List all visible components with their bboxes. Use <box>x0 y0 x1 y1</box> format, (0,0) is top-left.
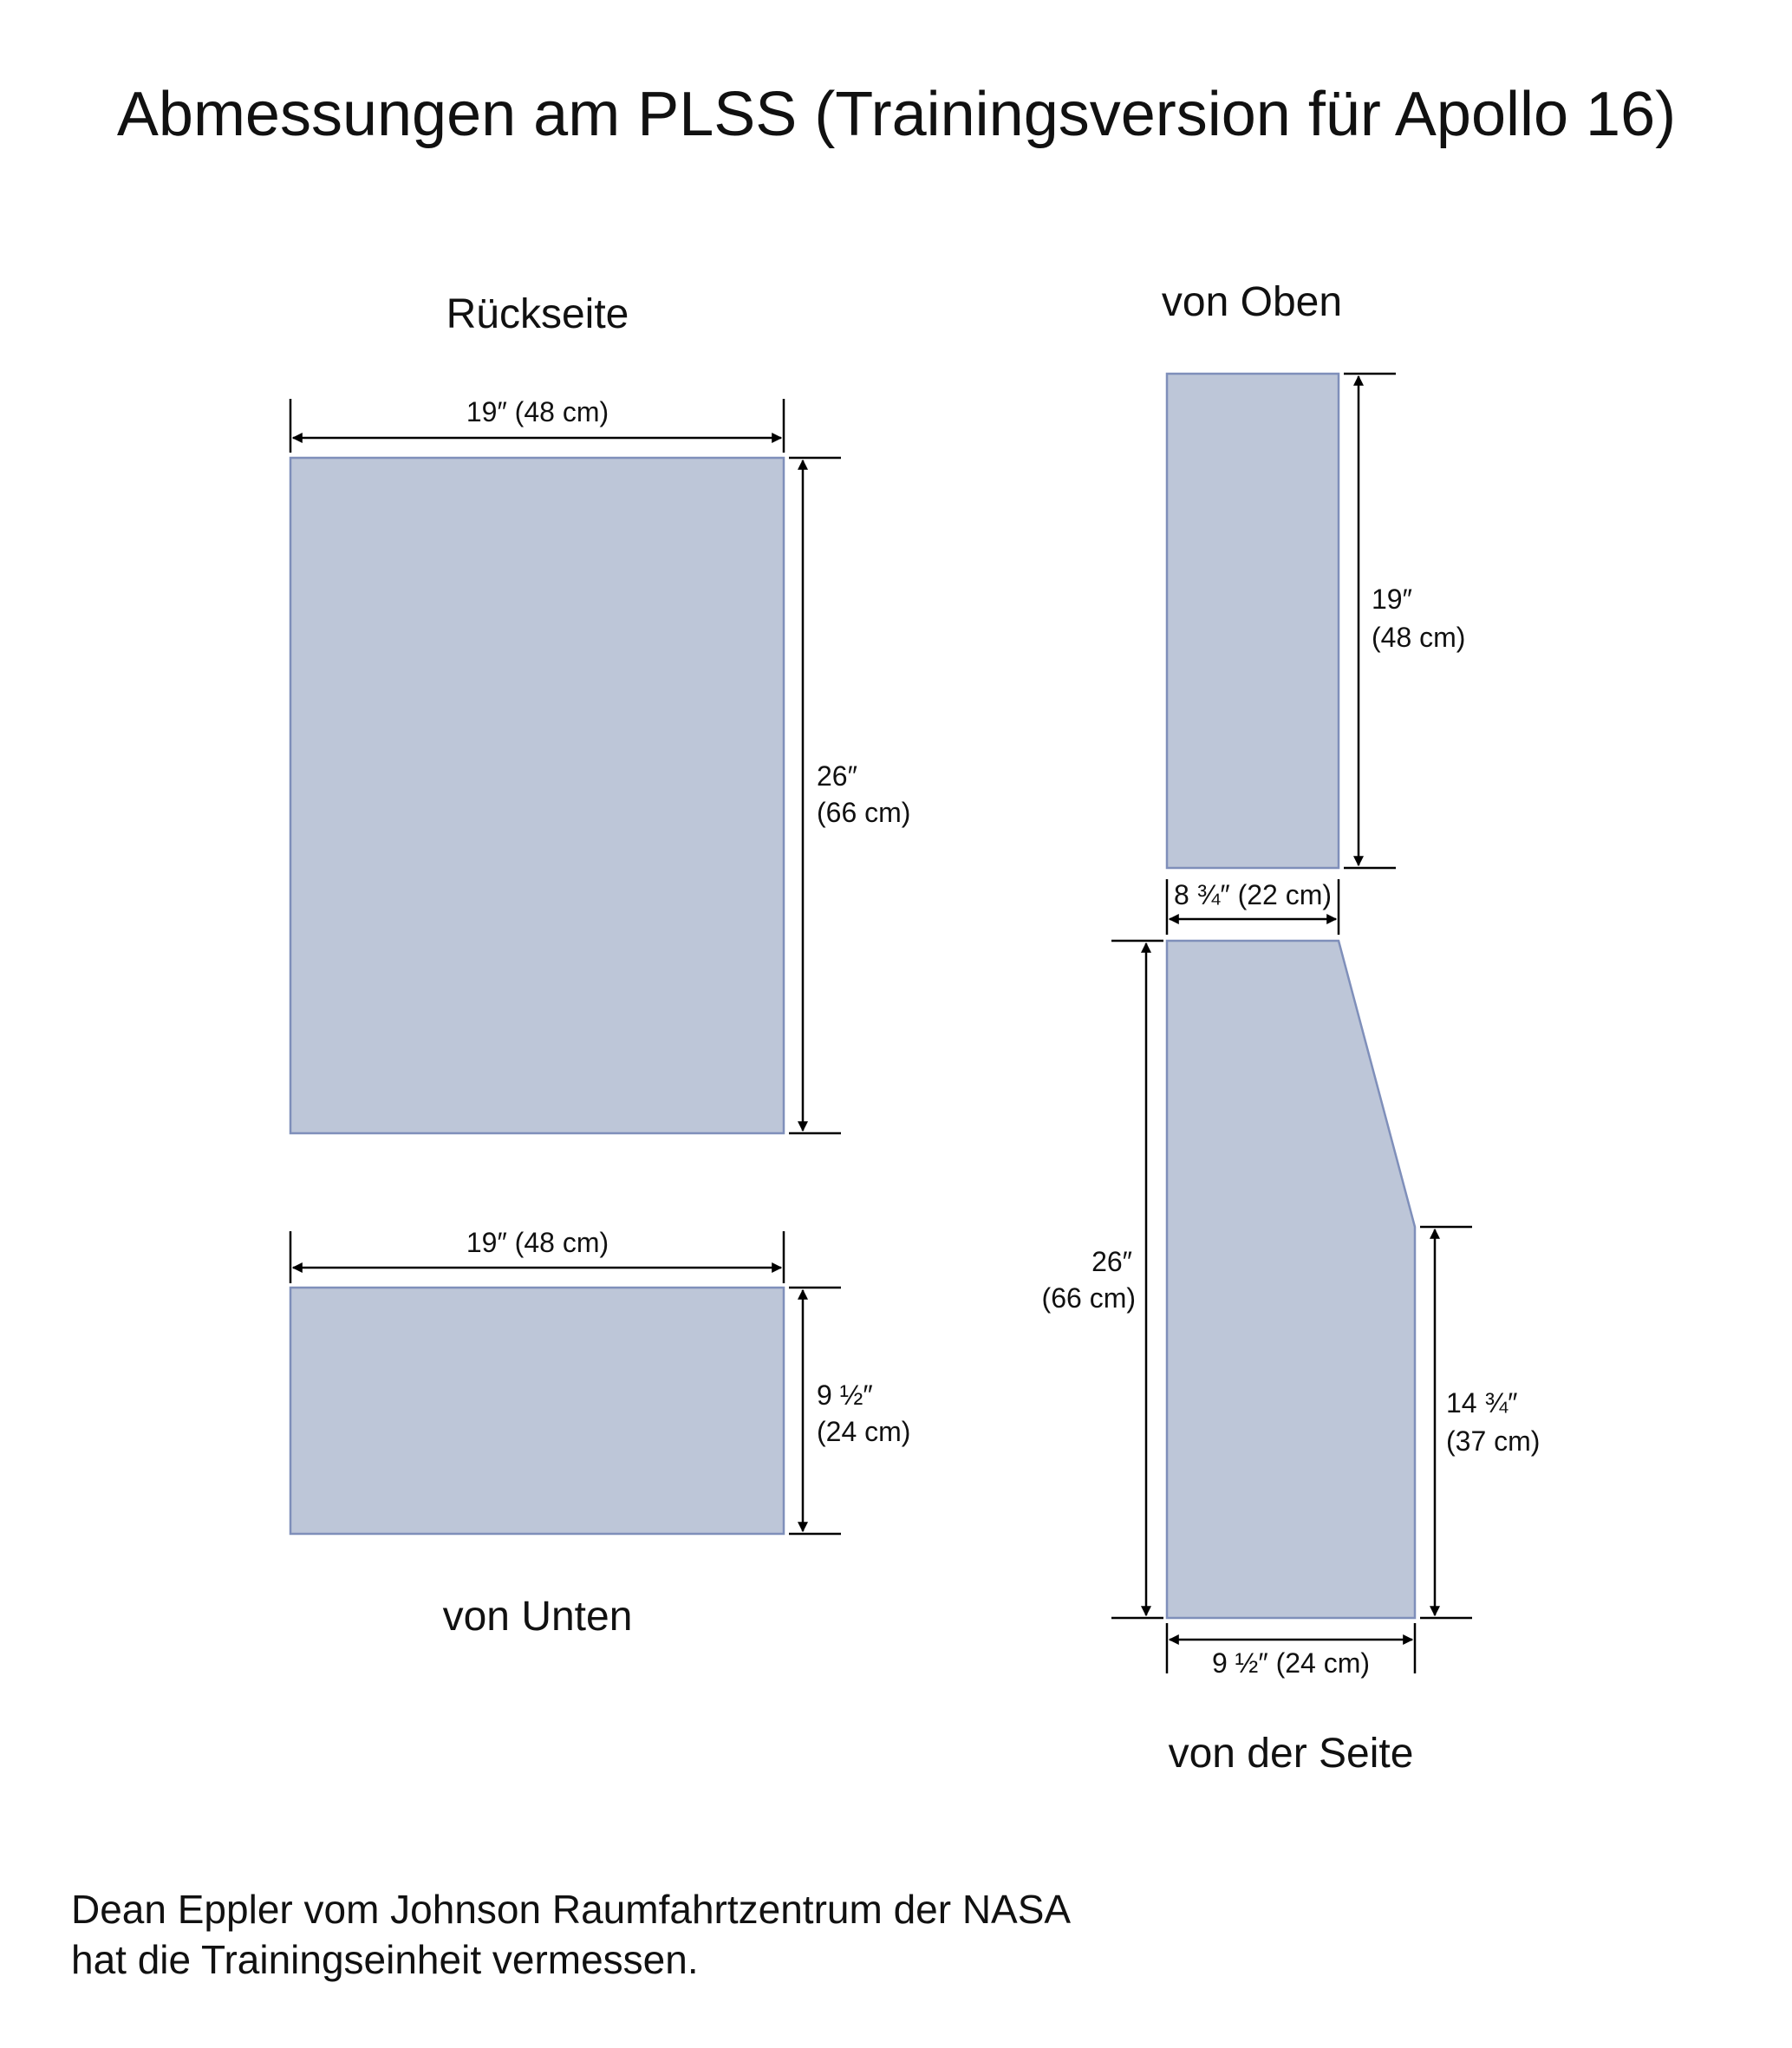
side-view-label: von der Seite <box>1168 1731 1414 1777</box>
top-height-label-cm: (48 cm) <box>1372 622 1466 653</box>
bottom-panel-shape <box>290 1288 784 1534</box>
bottom-height-label-inches: 9 ½″ <box>817 1379 873 1411</box>
side-right-label-cm: (37 cm) <box>1446 1425 1541 1457</box>
bottom-width-label: 19″ (48 cm) <box>466 1227 609 1258</box>
back-height-label-inches: 26″ <box>817 760 857 792</box>
credit-line-1: Dean Eppler vom Johnson Raumfahrtzentrum der NASA <box>71 1887 1072 1932</box>
top-height-label-inches: 19″ <box>1372 584 1412 615</box>
bottom-height-label-cm: (24 cm) <box>817 1416 911 1447</box>
top-view-label: von Oben <box>1161 279 1343 325</box>
bottom-view-label: von Unten <box>442 1594 633 1640</box>
credit-line-2: hat die Trainingseinheit vermessen. <box>71 1937 699 1982</box>
side-height-label-cm: (66 cm) <box>1041 1282 1136 1314</box>
back-view-label: Rückseite <box>446 291 629 337</box>
back-width-label: 19″ (48 cm) <box>466 396 609 427</box>
side-panel-shape <box>1167 941 1415 1618</box>
top-view <box>1162 279 1466 935</box>
top-panel-shape <box>1167 374 1339 868</box>
side-width-label: 9 ½″ (24 cm) <box>1211 1647 1371 1679</box>
side-view <box>1042 941 1541 1777</box>
bottom-view <box>290 1227 910 1640</box>
back-view <box>290 291 910 1133</box>
side-right-label-inches: 14 ¾″ <box>1446 1387 1518 1419</box>
back-panel-shape <box>290 458 784 1133</box>
top-width-label: 8 ¾″ (22 cm) <box>1173 879 1333 910</box>
page-title: Abmessungen am PLSS (Trainingsversion für Apollo 16) <box>116 80 1677 149</box>
back-height-label-cm: (66 cm) <box>817 797 911 828</box>
side-height-label-inches: 26″ <box>1091 1246 1132 1277</box>
